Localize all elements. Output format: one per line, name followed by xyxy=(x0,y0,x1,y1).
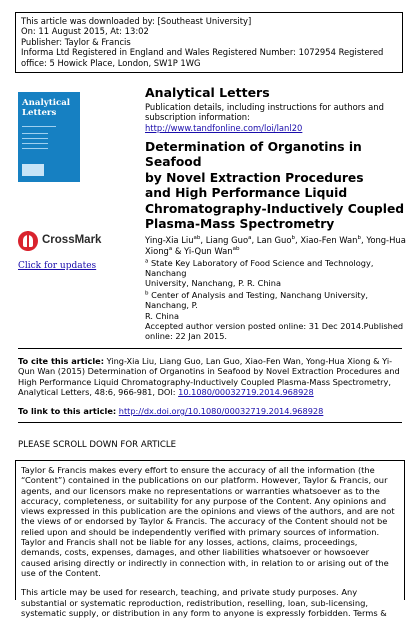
article-url-link[interactable]: http://dx.doi.org/10.1080/00032719.2014.968928 xyxy=(118,406,324,416)
crossmark-icon xyxy=(18,231,38,251)
journal-url-link[interactable]: http://www.tandfonline.com/loi/lanl20 xyxy=(145,122,303,133)
affiliation-mark: b xyxy=(291,235,295,242)
article-title-line: by Novel Extraction Procedures xyxy=(145,170,364,185)
article-title-line: Chromatography-Inductively Coupled xyxy=(145,201,405,216)
cover-decoration xyxy=(22,126,56,127)
registration-line: Informa Ltd Registered in England and Wales Registered Number: 1072954 Registered xyxy=(21,47,384,58)
affiliation-mark: a xyxy=(145,257,149,264)
affiliation-mark: b xyxy=(145,290,149,296)
accepted-date-line: online: 22 Jan 2015. xyxy=(145,331,228,342)
publisher-line: Publisher: Taylor & Francis xyxy=(21,36,131,47)
divider xyxy=(18,422,402,423)
check-updates-link[interactable]: Click for updates xyxy=(18,261,97,271)
affiliation-a xyxy=(145,258,413,289)
divider xyxy=(18,348,402,349)
article-title-line: Plasma-Mass Spectrometry xyxy=(145,216,335,231)
affiliation-b xyxy=(145,290,413,321)
author-name: Ying-Xia Liu xyxy=(145,235,194,246)
citation-text: Ying-Xia Liu, Liang Guo, Lan Guo, Xiao-Fen Wan, Yong-Hua Xiong & Yi-Qun Wan (2015) Determination of Organotins in Seafood by Novel Extraction Procedures and High Performance Liquid Chromatography-Inductively Coupled Plasma-Mass Spectrometry, Analytical Letters, 48:6, 966-981, DOI: xyxy=(18,356,400,398)
affiliation-mark: ab xyxy=(193,235,201,242)
cover-title-line: Analytical xyxy=(22,98,71,108)
download-info-box xyxy=(15,12,403,73)
citation-label: To cite this article: xyxy=(18,356,104,366)
cover-decoration xyxy=(22,148,48,149)
author-list: Ying-Xia Liu$^{ab}$, Liang Guo$^a$, Lan Guo$^b$, Xiao-Fen Wan$^b$, Yong-Hua Xiong$^a$ & Yi-Qun Wan$^{ab}$ xyxy=(145,235,406,256)
citation-block xyxy=(18,356,402,398)
doi-link[interactable]: 10.1080/00032719.2014.968928 xyxy=(178,387,314,398)
journal-name: Analytical Letters xyxy=(145,85,270,100)
office-line: office: 5 Howick Place, London, SW1P 1WG xyxy=(21,57,201,68)
article-link-label: To link to this article: xyxy=(18,406,117,416)
affiliation-line: Center of Analysis and Testing, Nanchang University, Nanchang, P. xyxy=(145,289,369,311)
author-name: Liang Guo xyxy=(205,235,249,246)
author-name: Xiao-Fen Wan xyxy=(300,235,358,246)
crossmark-badge[interactable] xyxy=(18,231,118,251)
accepted-date-line: Accepted author version posted online: 31 Dec 2014.Published xyxy=(145,320,404,331)
accepted-date xyxy=(145,321,413,342)
cover-decoration xyxy=(22,138,48,139)
article-header xyxy=(145,85,413,342)
article-title-line: Determination of Organotins in Seafood xyxy=(145,139,362,170)
article-link-line xyxy=(18,406,402,416)
author-name: Lan Guo xyxy=(256,235,292,246)
disclaimer-paragraph: This article may be used for research, teaching, and private study purposes. Any substantial or systematic reproduction, redistribution, reselling, loan, sub-licensing, systematic supply, or distribution in any form to anyone is expressly forbidden. Terms & xyxy=(21,587,387,618)
cover-title xyxy=(22,99,70,118)
crossmark-label: CrossMark xyxy=(42,234,102,246)
affiliation-line: University, Nanchang, P. R. China xyxy=(145,278,281,289)
disclaimer-box xyxy=(15,460,405,618)
affiliation-line: R. China xyxy=(145,310,179,321)
download-info-line: This article was downloaded by: [Southeast University] xyxy=(21,16,252,26)
affiliation-mark: b xyxy=(357,235,361,242)
cover-decoration xyxy=(22,143,48,144)
cover-decoration xyxy=(22,133,48,134)
affiliation-mark: a xyxy=(248,235,252,242)
affiliation-mark: a xyxy=(168,246,173,253)
author-name: Yong-Hua Xiong xyxy=(145,235,406,256)
journal-cover-image xyxy=(18,92,80,182)
cover-decoration xyxy=(22,164,44,176)
publication-details-line: Publication details, including instructions for authors and xyxy=(145,102,384,112)
download-date-line: On: 11 August 2015, At: 13:02 xyxy=(21,26,149,37)
publication-details-line: subscription information: xyxy=(145,112,250,123)
affiliation-line: State Key Laboratory of Food Science and Technology, Nanchang xyxy=(145,257,374,278)
article-title xyxy=(145,140,413,232)
disclaimer-paragraph: Taylor & Francis makes every effort to ensure the accuracy of all the information (the “Content”) contained in the publications on our platform. However, Taylor & Francis, our agents, and our licensors make no representations or warranties whatsoever as to the accuracy, completeness, or suitability for any purpose of the Content. Any opinions and views expressed in this publication are the opinions and views of the authors, and are not the views of or endorsed by Taylor & Francis. The accuracy of the Content should not be relied upon and should be independently verified with primary sources of information. Taylor and Francis shall not be liable for any losses, actions, claims, proceedings, demands, costs, expenses, damages, and other liabilities whatsoever or howsoever caused arising directly or indirectly in connection with, in relation to or arising out of the use of the Content. xyxy=(21,465,395,578)
scroll-notice: PLEASE SCROLL DOWN FOR ARTICLE xyxy=(18,440,177,450)
cover-title-line: Letters xyxy=(22,107,57,118)
affiliation-mark: ab xyxy=(232,246,240,253)
article-title-line: and High Performance Liquid xyxy=(145,186,348,201)
author-name: Yi-Qun Wan xyxy=(184,245,233,256)
publication-details xyxy=(145,102,413,133)
